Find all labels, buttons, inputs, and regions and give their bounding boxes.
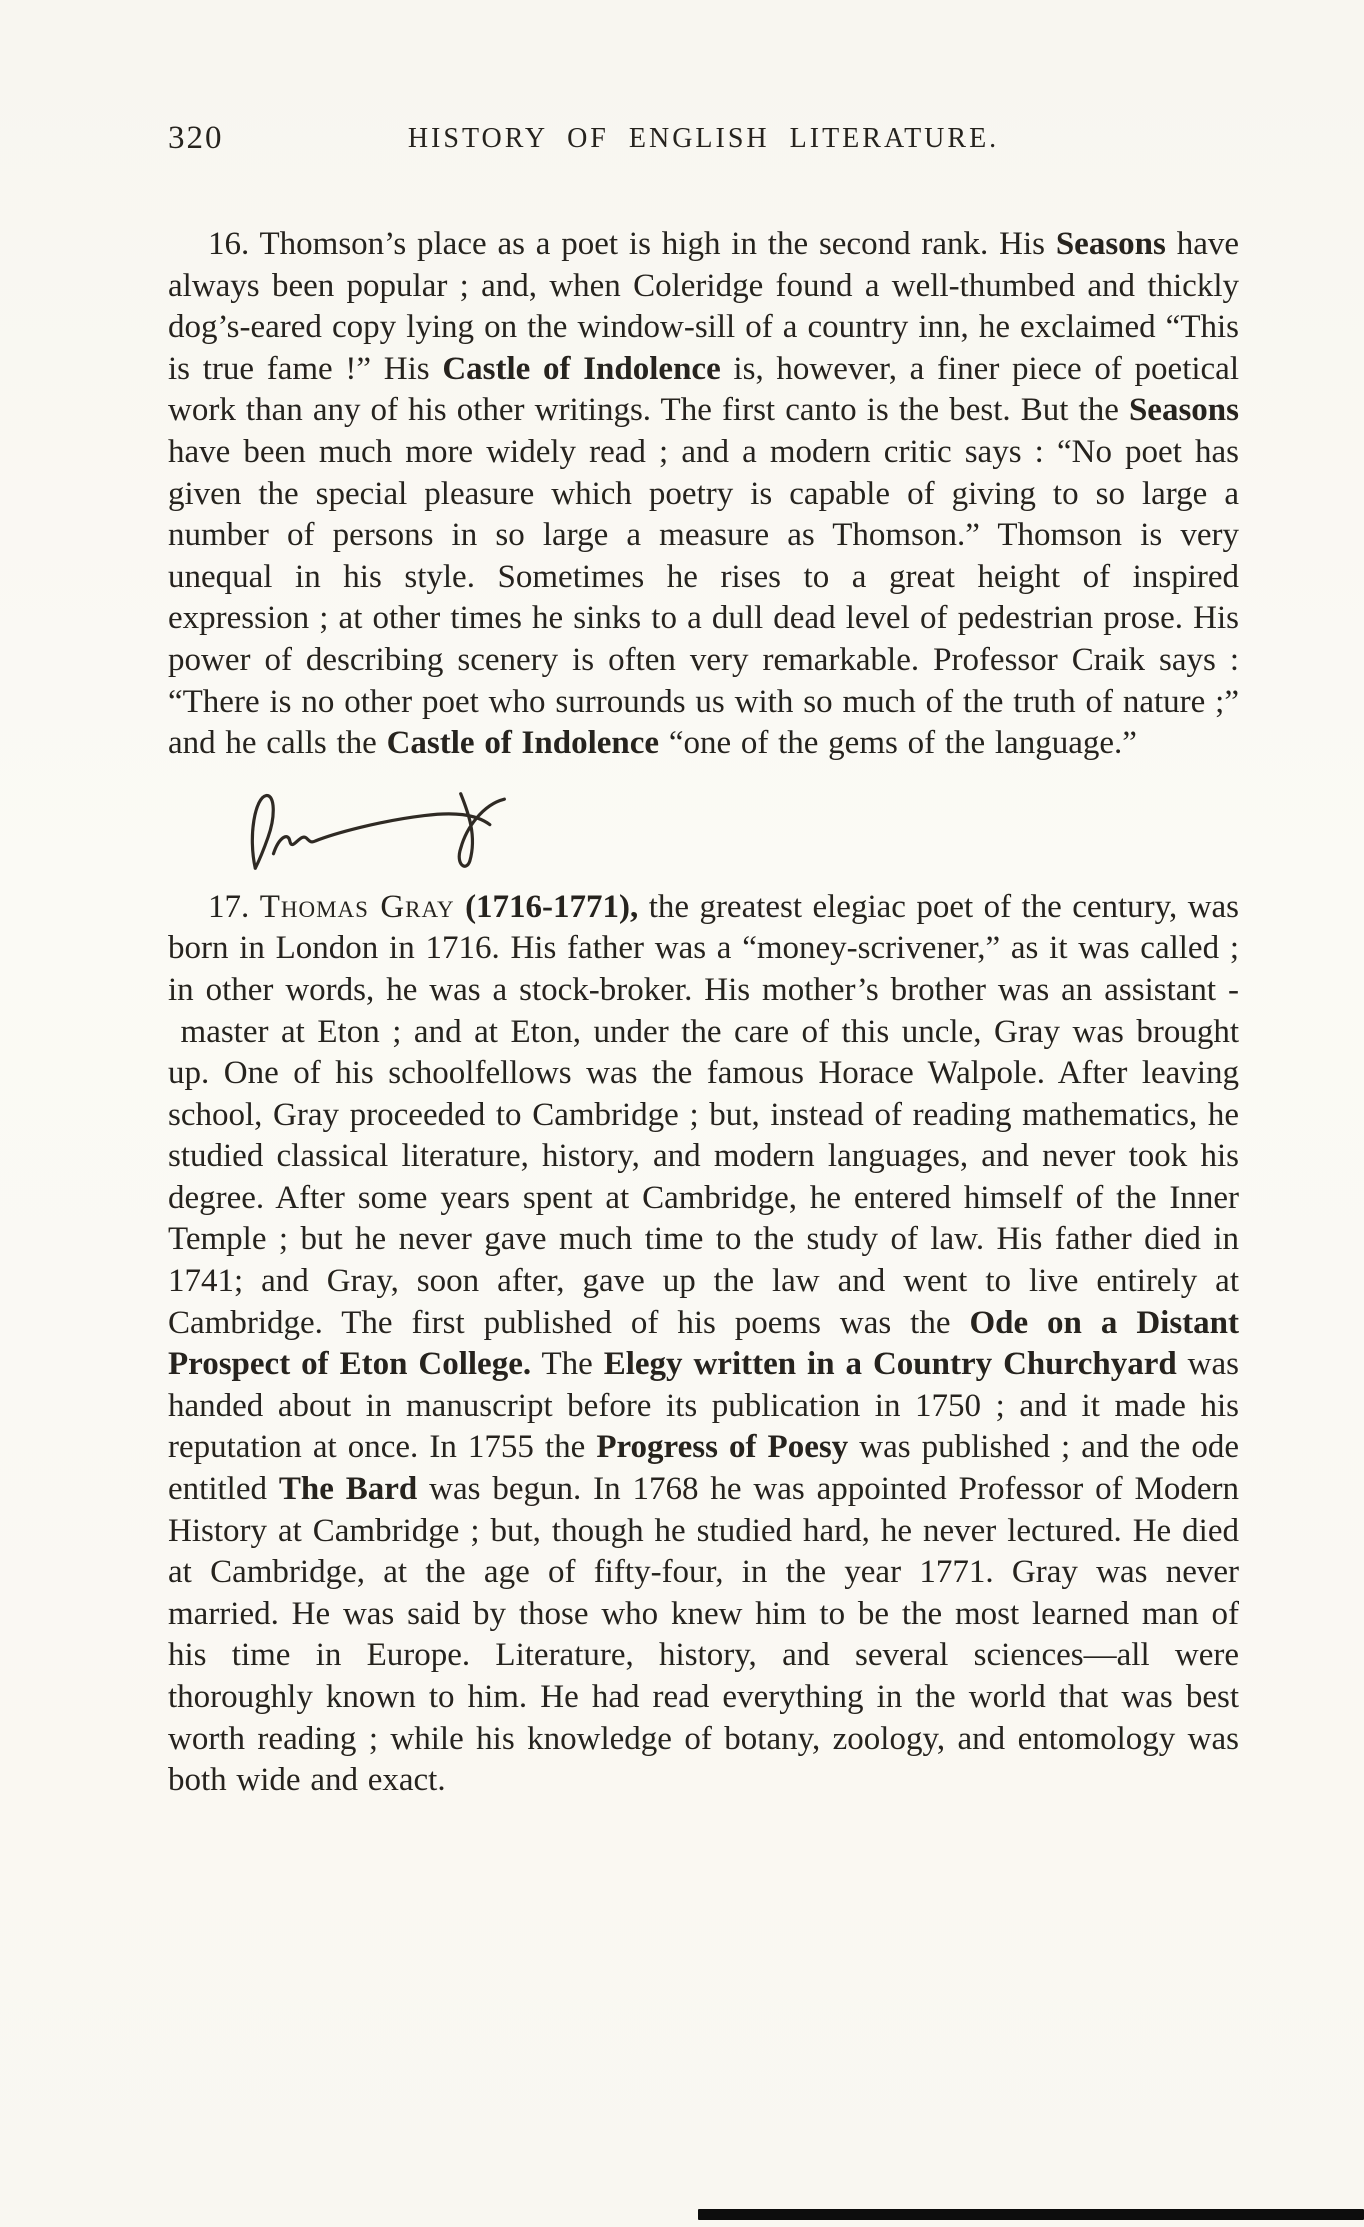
body-text: the greatest elegiac poet of the century, was born in London in 1716. His father was a “money-scrivener,” as it was called ; in other words, he was a stock-broker. His mother’s brother was an assistant - master at Eton ; and at Eton, under the care of this uncle, Gray was brought up. One of his schoolfellows was the famous Horace Walpole. After leaving school, Gray proceeded to Cambridge ; but, instead of reading mathematics, he studied classical literature, history, and modern languages, and never took his degree. After some years spent at Cambridge, he entered himself of the Inner Temple ; but he never gave much time to the study of law. His father died in 1741; and Gray, soon after, gave up the law and went to live entirely at Cambridge. The first published of his poems was the <box>168 888 1240 1341</box>
body-text: The <box>531 1346 604 1383</box>
body-text: 16. Thomson’s place as a poet is high in the second rank. His <box>208 226 1056 262</box>
body-text: have been much more widely read ; and a modern critic says : “No poet has given the special pleasure which poetry is capable of giving to so large a number of persons in so large a measure as Thomson.” Thomson is very unequal in his style. Sometimes he rises to a great height of inspired expression ; at other times he sinks to a dull dead level of pedestrian prose. His power of describing scenery is often very remarkable. Professor Craik says : “There is no other poet who surrounds us with so much of the truth of nature ;” and he calls the <box>168 433 1239 762</box>
paragraph-16-thomson <box>168 224 1239 765</box>
body-text: have always been popular ; and, when Coleridge found a well-thumbed and thickly dog’s-eared copy lying on the window-sill of a country inn, he exclaimed “This is true fame !” His <box>168 226 1240 387</box>
bold-work-title: Ode on a Distant Prospect of Eton College. <box>168 1304 1239 1383</box>
bold-work-title: Castle of Indolence <box>386 725 660 762</box>
body-text: was published ; and the ode entitled <box>168 1429 1239 1508</box>
bold-work-title: Seasons <box>1055 226 1166 262</box>
bold-work-title: Seasons <box>1128 392 1239 429</box>
paragraph-17-thomas-gray <box>168 887 1239 1802</box>
bold-work-title: The Bard <box>278 1471 418 1508</box>
running-header-title: HISTORY OF ENGLISH LITERATURE. <box>407 123 1000 154</box>
scan-artifact-bar <box>698 2209 1364 2220</box>
smallcaps-name: Thomas Gray <box>259 888 455 925</box>
bold-work-title: Castle of Indolence <box>442 350 721 387</box>
body-text: “one of the gems of the language.” <box>659 725 1137 762</box>
body-text: is, however, a finer piece of poetical work than any of his other writings. The first canto is the best. But the <box>168 350 1239 429</box>
ink-scribble-icon <box>238 781 538 881</box>
bold-work-title: (1716-1771), <box>465 888 639 925</box>
bold-work-title: Elegy written in a Country Churchyard <box>603 1346 1177 1383</box>
text-column <box>168 0 1239 1802</box>
body-text <box>455 889 465 925</box>
body-text: was handed about in manuscript before its publication in 1750 ; and it made his reputation at once. In 1755 the <box>168 1346 1239 1466</box>
handwritten-annotation <box>238 781 1239 881</box>
body-text: 17. <box>208 888 260 925</box>
page-number: 320 <box>168 120 224 156</box>
page-header <box>168 118 1239 162</box>
body-text: was begun. In 1768 he was appointed Professor of Modern History at Cambridge ; but, though he studied hard, he never lectured. He died at Cambridge, at the age of fifty-four, in the year 1771. Gray was never married. He was said by those who knew him to be the most learned man of his time in Europe. Literature, history, and several sciences—all were thoroughly known to him. He had read everything in the world that was best worth reading ; while his knowledge of botany, zoology, and entomology was both wide and exact. <box>168 1471 1239 1799</box>
bold-work-title: Progress of Poesy <box>596 1429 849 1466</box>
